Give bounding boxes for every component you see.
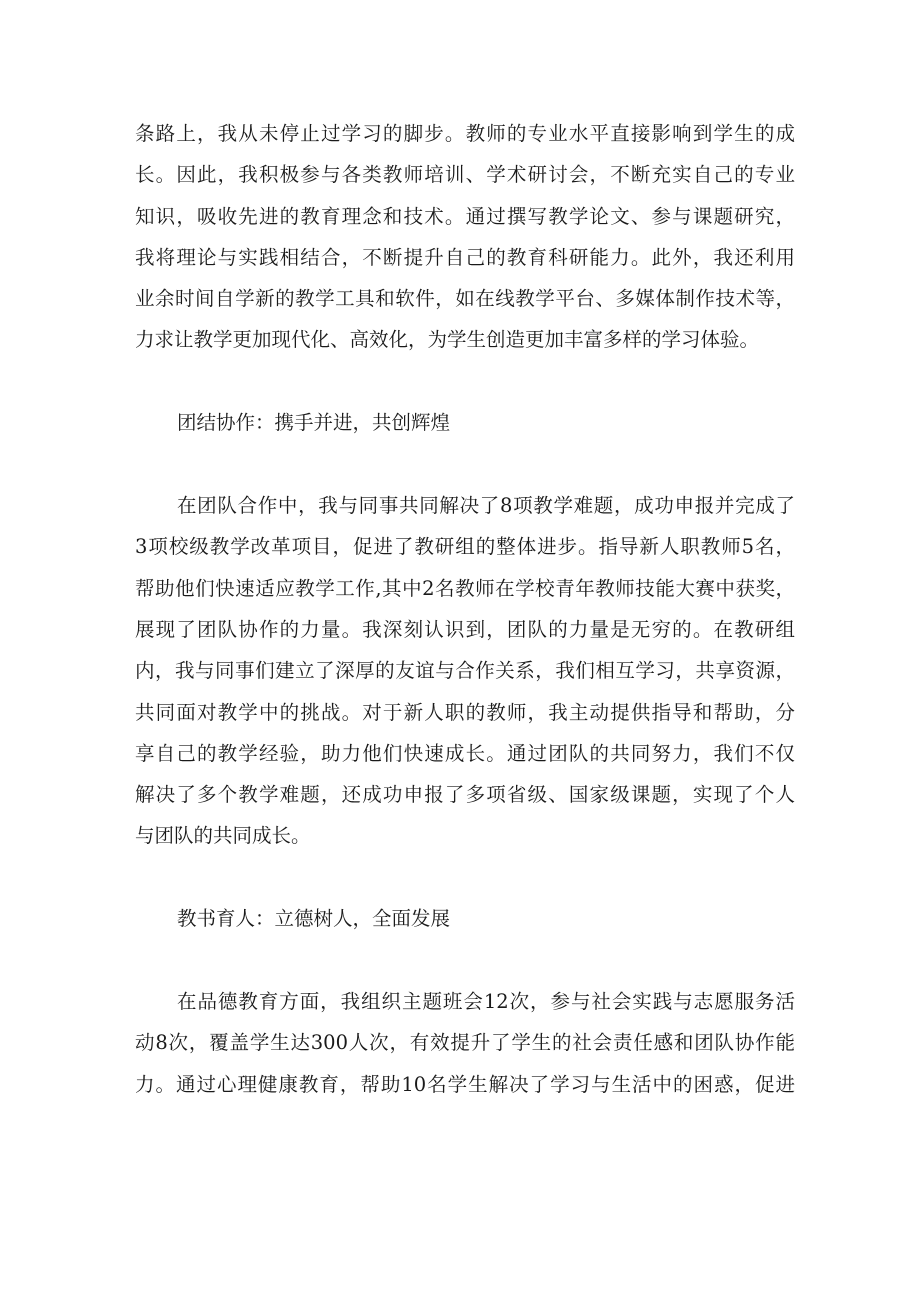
text-line: 在团队合作中，我与同事共同解决了8项教学难题，成功申报并完成了 <box>177 494 795 518</box>
text-line: 享自己的教学经验，助力他们快速成长。通过团队的共同努力，我们不仅 <box>135 741 795 765</box>
section-heading-teamwork: 团结协作：携手并进，共创辉煌 <box>177 411 451 435</box>
text-line: 内，我与同事们建立了深厚的友谊与合作关系，我们相互学习，共享资源， <box>135 659 795 683</box>
text-line: 展现了团队协作的力量。我深刻认识到，团队的力量是无穷的。在教研组 <box>135 617 795 641</box>
text-line: 在品德教育方面，我组织主题班会12次，参与社会实践与志愿服务活 <box>177 990 795 1014</box>
text-line: 与团队的共同成长。 <box>135 824 311 848</box>
text-line: 力。通过心理健康教育，帮助10名学生解决了学习与生活中的困惑，促进 <box>135 1072 795 1096</box>
document-body <box>135 113 795 1105</box>
text-line: 解决了多个教学难题，还成功申报了多项省级、国家级课题，实现了个人 <box>135 783 795 807</box>
text-line: 3项校级教学改革项目，促进了教研组的整体进步。指导新人职教师5名， <box>135 535 795 559</box>
text-line: 共同面对教学中的挑战。对于新人职的教师，我主动提供指导和帮助，分 <box>135 700 795 724</box>
paragraph-moral-education <box>135 981 795 1105</box>
text-line: 业余时间自学新的教学工具和软件，如在线教学平台、多媒体制作技术等， <box>135 287 795 311</box>
text-line: 动8次，覆盖学生达300人次，有效提升了学生的社会责任感和团队协作能 <box>135 1031 795 1055</box>
text-line: 我将理论与实践相结合，不断提升自己的教育科研能力。此外，我还利用 <box>135 245 795 269</box>
text-line: 长。因此，我积极参与各类教师培训、学术研讨会，不断充实自己的专业 <box>135 163 795 187</box>
paragraph-self-learning <box>135 113 795 361</box>
section-heading-moral-education: 教书育人：立德树人，全面发展 <box>177 907 451 931</box>
text-line: 力求让教学更加现代化、高效化，为学生创造更加丰富多样的学习体验。 <box>135 328 760 352</box>
text-line: 帮助他们快速适应教学工作,其中2名教师在学校青年教师技能大赛中获奖， <box>135 576 795 600</box>
text-line: 条路上，我从未停止过学习的脚步。教师的专业水平直接影响到学生的成 <box>135 122 795 145</box>
text-line: 知识，吸收先进的教育理念和技术。通过撰写教学论文、参与课题研究， <box>135 204 795 228</box>
paragraph-teamwork <box>135 485 795 857</box>
